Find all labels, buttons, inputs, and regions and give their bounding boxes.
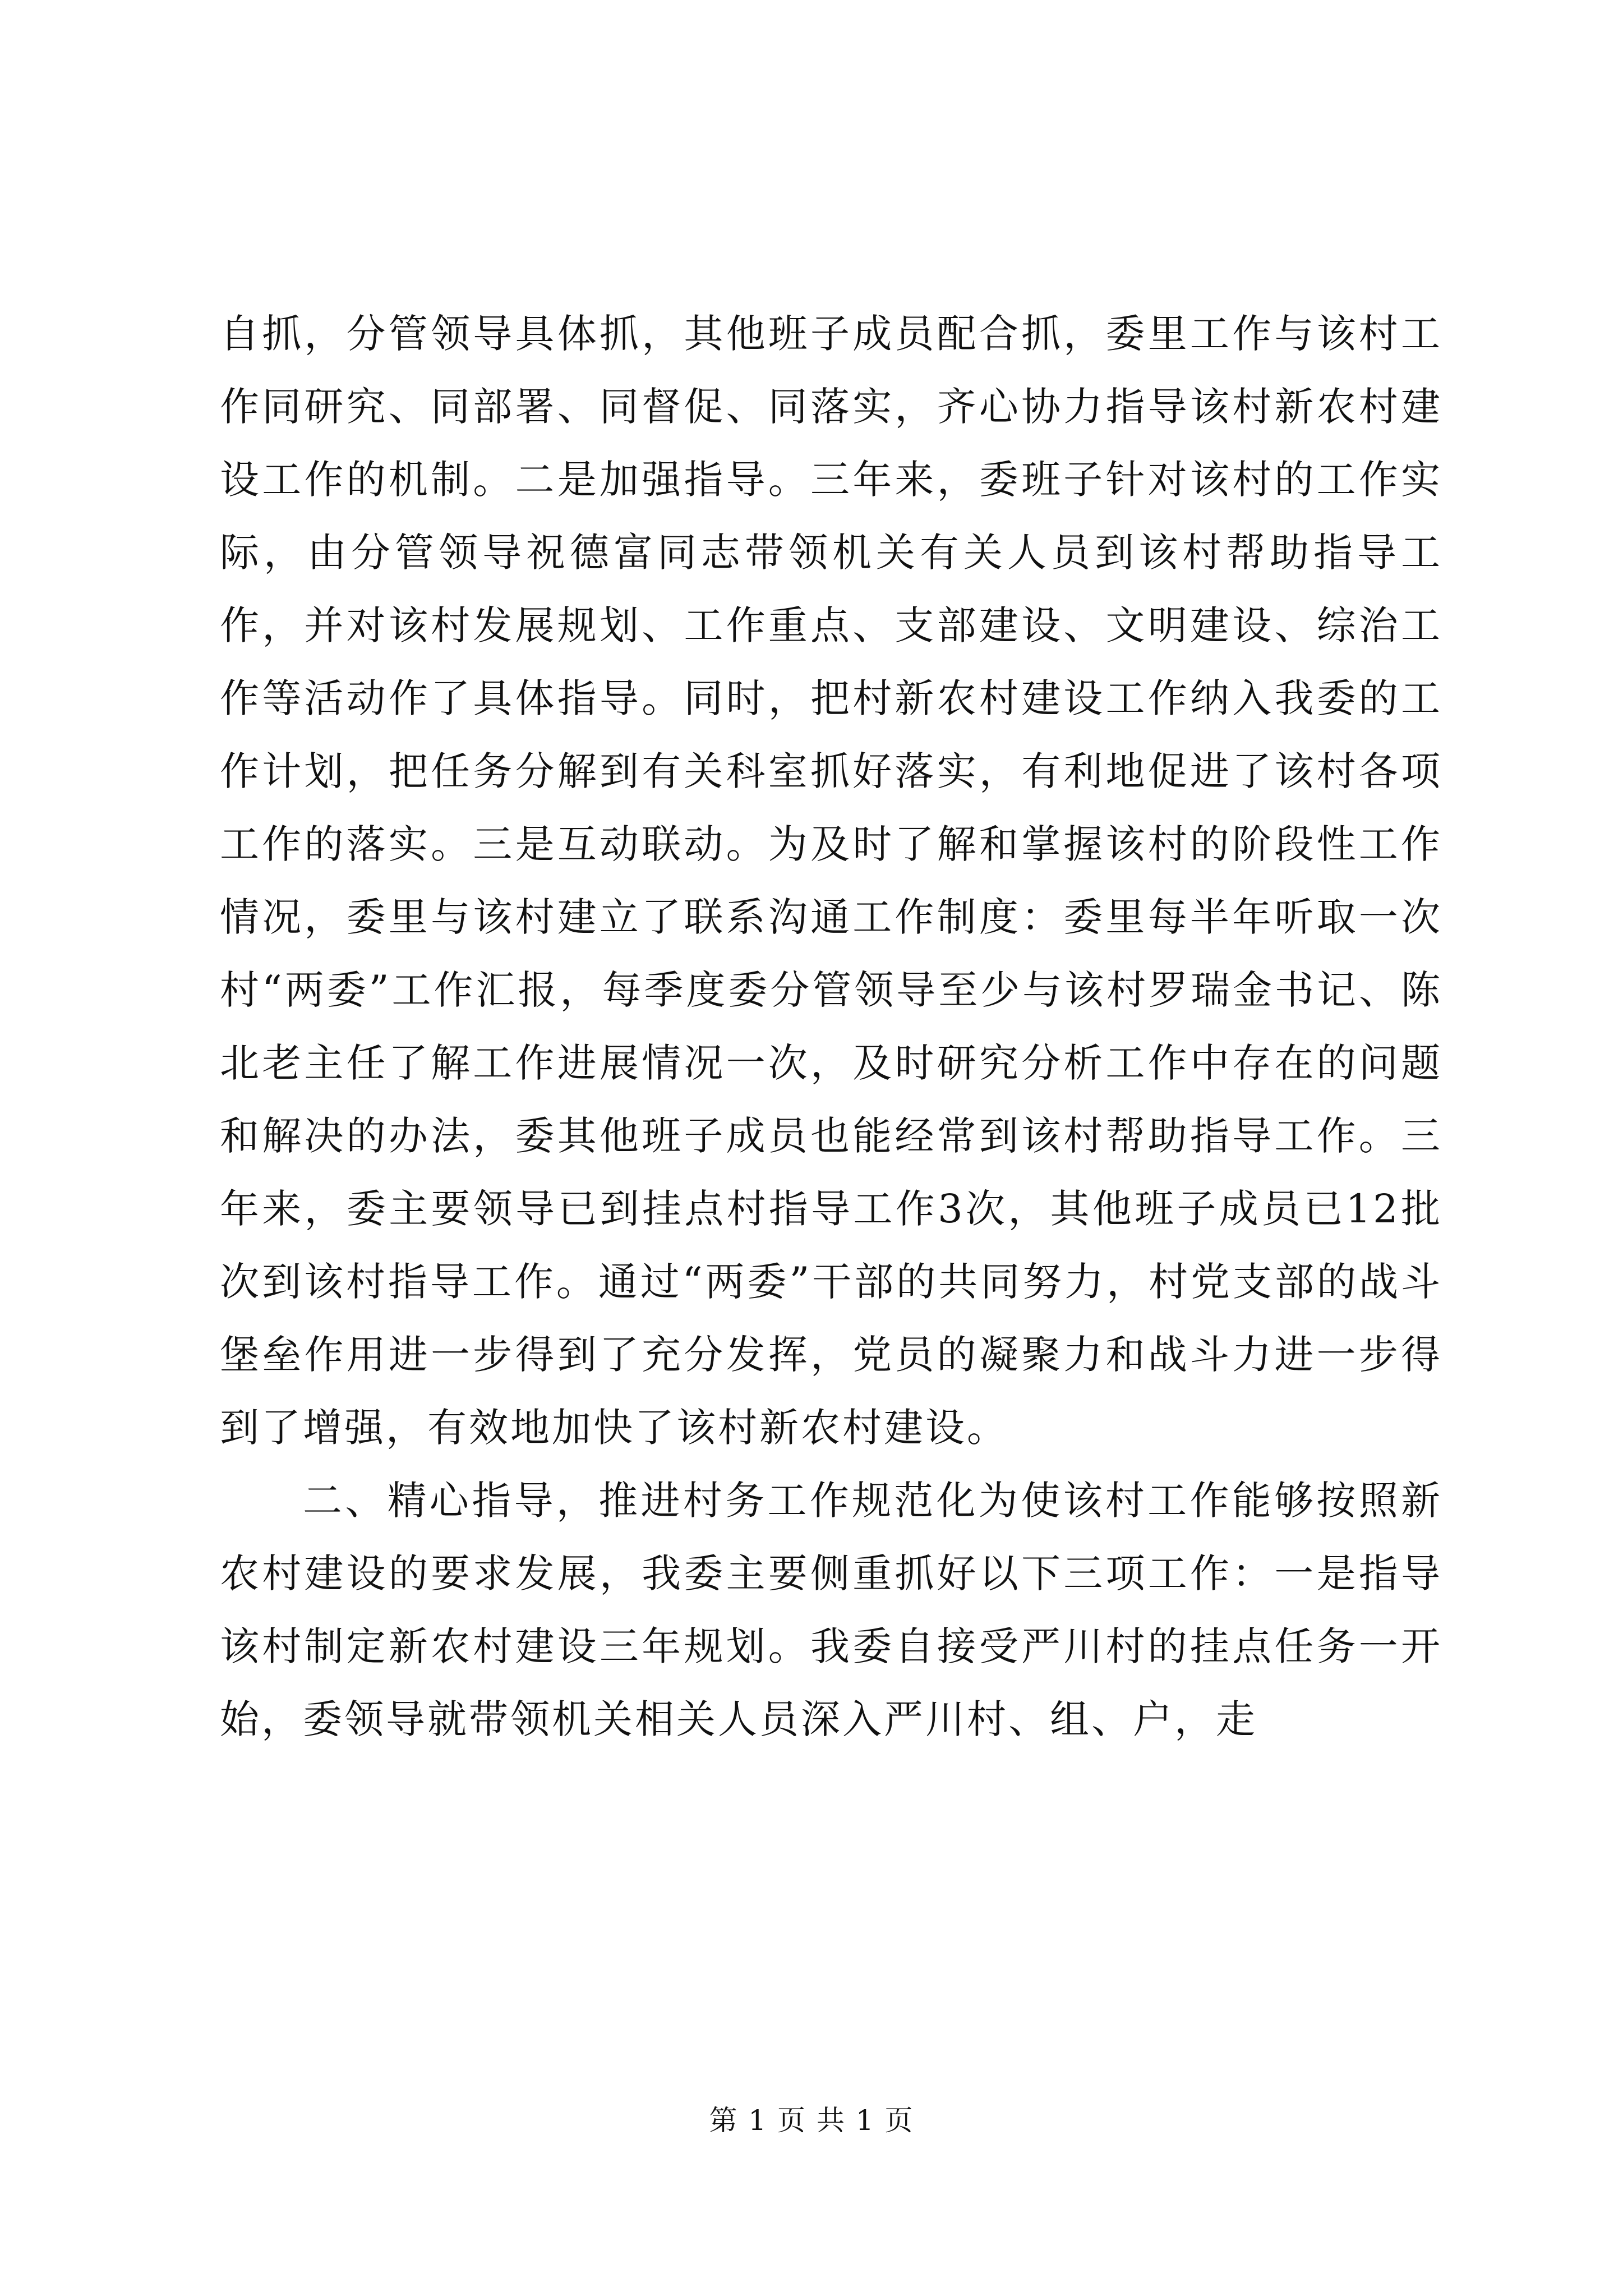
document-body	[220, 297, 1442, 1756]
paragraph-1: 自抓，分管领导具体抓，其他班子成员配合抓，委里工作与该村工作同研究、同部署、同督促、同落实，齐心协力指导该村新农村建设工作的机制。二是加强指导。三年来，委班子针对该村的工作实际，由分管领导祝德富同志带领机关有关人员到该村帮助指导工作，并对该村发展规划、工作重点、支部建设、文明建设、综治工作等活动作了具体指导。同时，把村新农村建设工作纳入我委的工作计划，把任务分解到有关科室抓好落实，有利地促进了该村各项工作的落实。三是互动联动。为及时了解和掌握该村的阶段性工作情况，委里与该村建立了联系沟通工作制度：委里每半年听取一次村“两委”工作汇报，每季度委分管领导至少与该村罗瑞金书记、陈北老主任了解工作进展情况一次，及时研究分析工作中存在的问题和解决的办法，委其他班子成员也能经常到该村帮助指导工作。三年来，委主要领导已到挂点村指导工作3次，其他班子成员已12批次到该村指导工作。通过“两委”干部的共同努力，村党支部的战斗堡垒作用进一步得到了充分发挥，党员的凝聚力和战斗力进一步得到了增强，有效地加快了该村新农村建设。	[220, 311, 1442, 1451]
page-footer	[0, 2101, 1623, 2140]
paragraph-2: 二、精心指导，推进村务工作规范化为使该村工作能够按照新农村建设的要求发展，我委主要侧重抓好以下三项工作：一是指导该村制定新农村建设三年规划。我委自接受严川村的挂点任务一开始，委领导就带领机关相关人员深入严川村、组、户，走	[220, 1478, 1442, 1742]
page-number-label: 第 1 页 共 1 页	[709, 2104, 914, 2137]
